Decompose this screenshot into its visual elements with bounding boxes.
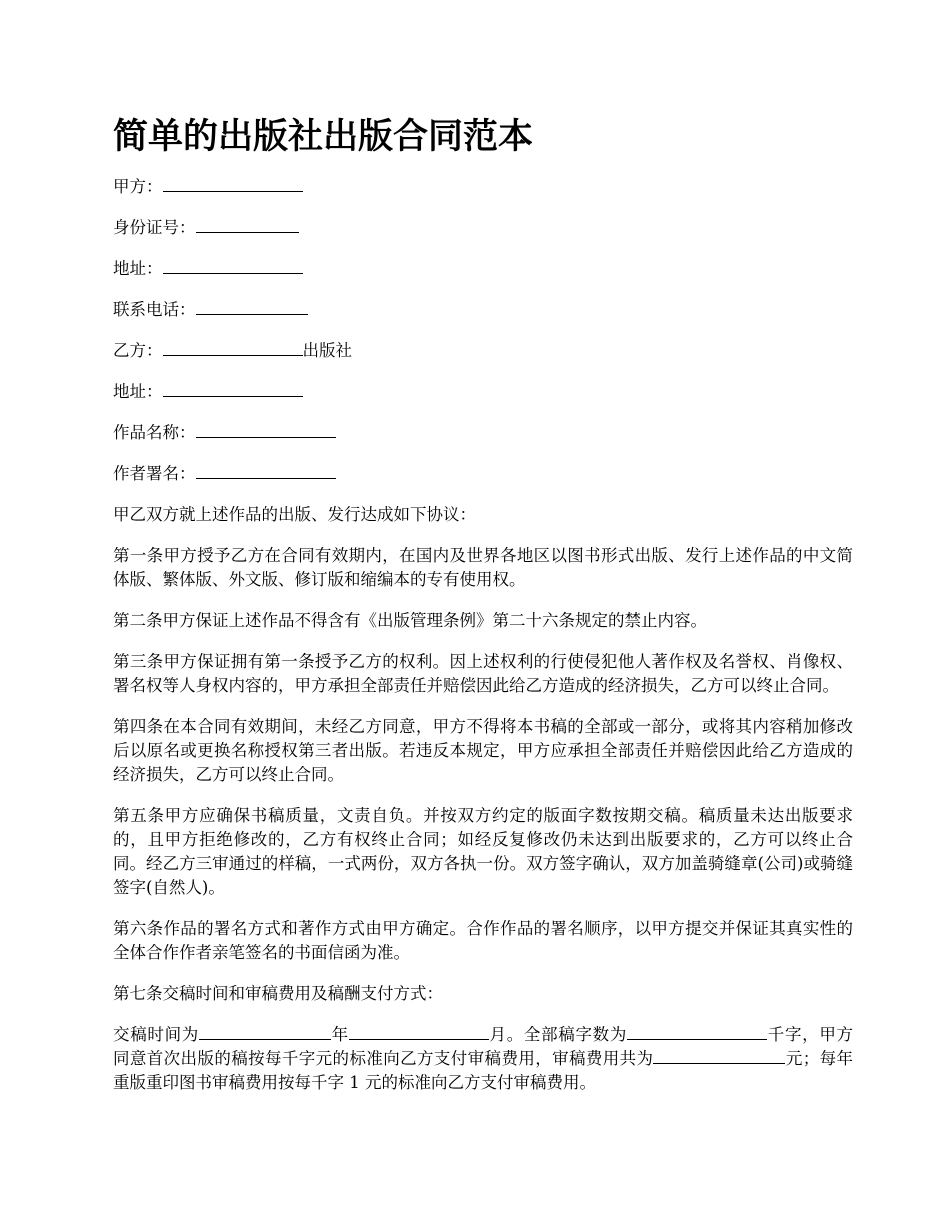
work-name-line <box>113 421 853 445</box>
review-fee-blank <box>653 1047 785 1064</box>
party-b-line <box>113 339 853 363</box>
month-blank <box>349 1023 489 1040</box>
party-b-suffix: 出版社 <box>302 341 352 360</box>
party-a-label: 甲方： <box>113 177 163 196</box>
address-b-line <box>113 380 853 404</box>
delivery-time-label: 交稿时间为 <box>113 1025 199 1044</box>
article-6: 第六条作品的署名方式和著作方式由甲方确定。合作作品的署名顺序，以甲方提交并保证其真实性的全体合作作者亲笔签名的书面信函为准。 <box>113 919 853 962</box>
party-b-label: 乙方： <box>113 341 163 360</box>
work-name-label: 作品名称： <box>113 423 196 442</box>
article-4: 第四条在本合同有效期间，未经乙方同意，甲方不得将本书稿的全部或一部分，或将其内容稍加修改后以原名或更换名称授权第三者出版。若违反本规定，甲方应承担全部责任并赔偿因此给乙方造成的经济损失，乙方可以终止合同。 <box>113 717 853 784</box>
article-1: 第一条甲方授予乙方在合同有效期内，在国内及世界各地区以图书形式出版、发行上述作品的中文简体版、繁体版、外文版、修订版和缩编本的专有使用权。 <box>113 546 853 589</box>
article-7-paragraph <box>113 1023 853 1095</box>
reprint-fee-text: 元；每年重版重印图书审稿费用按每千字 1 元的标准向乙方支付审稿费用。 <box>113 1049 854 1092</box>
year-label: 年 <box>330 1025 349 1044</box>
phone-line <box>113 298 853 322</box>
year-blank <box>199 1023 331 1040</box>
address-a-line <box>113 257 853 281</box>
address-b-label: 地址： <box>113 382 163 401</box>
phone-blank <box>196 298 308 315</box>
id-number-line <box>113 216 853 240</box>
address-b-blank <box>163 380 303 397</box>
intro-paragraph: 甲乙双方就上述作品的出版、发行达成如下协议： <box>113 505 476 524</box>
address-a-blank <box>163 257 303 274</box>
party-b-blank <box>163 339 303 356</box>
address-a-label: 地址： <box>113 259 163 278</box>
word-count-label: 月。全部稿字数为 <box>488 1025 628 1044</box>
article-3: 第三条甲方保证拥有第一条授予乙方的权利。因上述权利的行使侵犯他人著作权及名誉权、肖像权、署名权等人身权内容的，甲方承担全部责任并赔偿因此给乙方造成的经济损失，乙方可以终止合同。 <box>113 652 853 695</box>
review-fee-text: 千字，甲方同意首次出版的稿按每千字元的标准向乙方支付审稿费用，审稿费用共为 <box>113 1025 854 1068</box>
phone-label: 联系电话： <box>113 300 196 319</box>
party-a-line <box>113 175 853 199</box>
word-count-blank <box>627 1023 767 1040</box>
article-7-heading: 第七条交稿时间和审稿费用及稿酬支付方式： <box>113 984 443 1003</box>
author-sign-label: 作者署名： <box>113 464 196 483</box>
author-sign-blank <box>196 462 336 479</box>
id-number-blank <box>196 216 299 233</box>
author-sign-line <box>113 462 853 486</box>
page-title: 简单的出版社出版合同范本 <box>113 117 534 157</box>
party-a-blank <box>163 175 303 192</box>
id-number-label: 身份证号： <box>113 218 196 237</box>
document-body <box>113 175 853 1112</box>
article-2: 第二条甲方保证上述作品不得含有《出版管理条例》第二十六条规定的禁止内容。 <box>113 611 707 630</box>
article-5: 第五条甲方应确保书稿质量，文责自负。并按双方约定的版面字数按期交稿。稿质量未达出版要求的，且甲方拒绝修改的，乙方有权终止合同；如经反复修改仍未达到出版要求的，乙方可以终止合同。经乙方三审通过的样稿，一式两份，双方各执一份。双方签字确认，双方加盖骑缝章(公司)或骑缝签字(自然人)。 <box>113 806 853 897</box>
work-name-blank <box>196 421 336 438</box>
